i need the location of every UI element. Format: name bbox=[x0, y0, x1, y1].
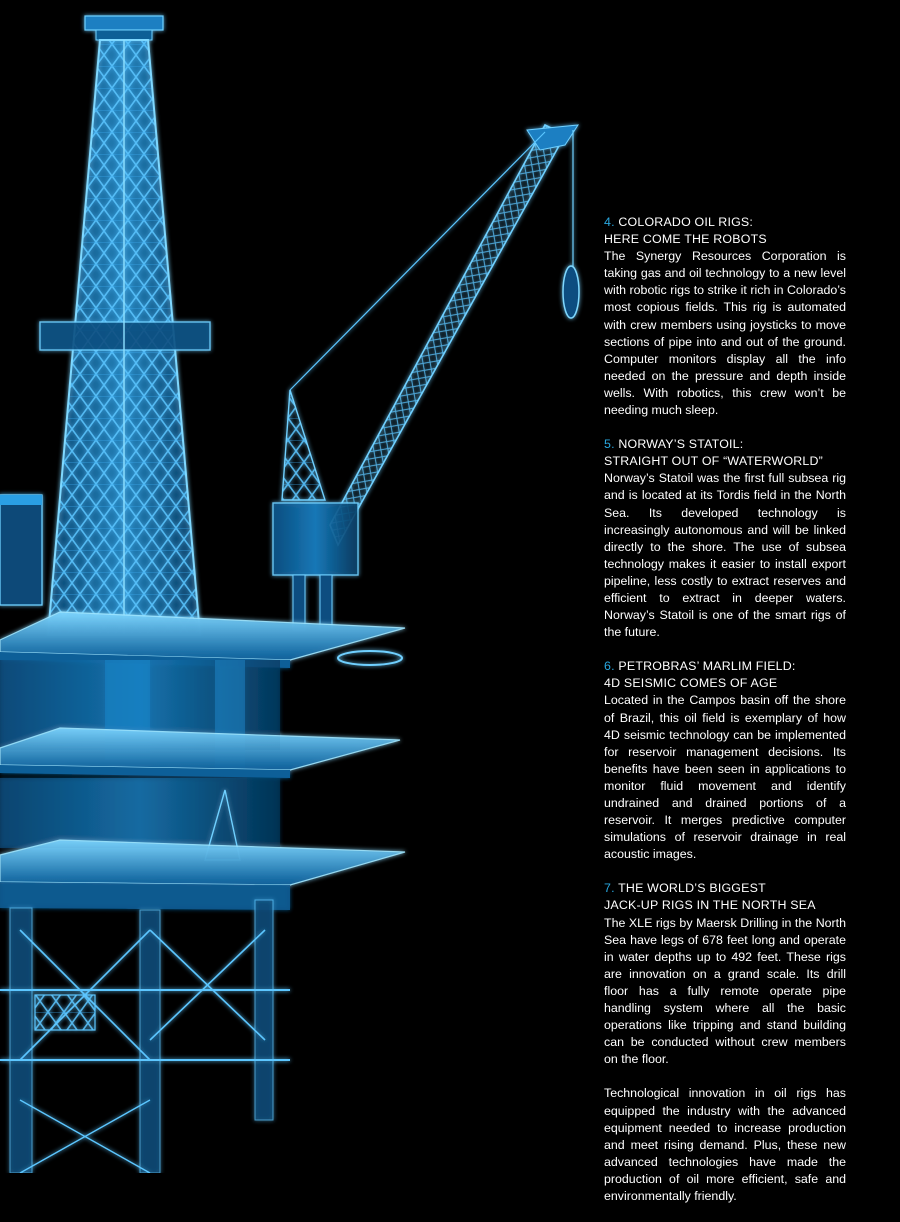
section-number: 6. bbox=[604, 659, 615, 674]
section-body: Norway’s Statoil was the first full subsea rig and is located at its Tordis field in the North Sea. Its developed technology is increasingly autonomous and will be linked directly to the shore. The use of subsea technology makes it easier to install export pipeline, less costly to extract reserves and efficient to extract in deeper waters. Norway’s Statoil is one of the smart rigs of the future. bbox=[604, 471, 846, 640]
section-heading bbox=[604, 436, 846, 453]
section-petrobras bbox=[604, 658, 846, 863]
derrick-tower bbox=[40, 16, 210, 635]
section-number: 7. bbox=[604, 881, 615, 896]
section-number: 4. bbox=[604, 215, 615, 229]
side-module bbox=[0, 495, 42, 605]
crane bbox=[273, 125, 579, 630]
section-title-line1: NORWAY’S STATOIL: bbox=[618, 437, 744, 452]
section-title-line1: THE WORLD’S BIGGEST bbox=[618, 881, 766, 896]
section-title-line2: 4D SEISMIC COMES OF AGE bbox=[604, 676, 778, 691]
section-heading bbox=[604, 880, 846, 897]
conclusion-paragraph: Technological innovation in oil rigs has equipped the industry with the advanced equipment needed to increase production and meet rising demand. Plus, these new advanced technologies have made the production of oil more efficient, safe and environmentally friendly. bbox=[604, 1086, 846, 1203]
section-body: The XLE rigs by Maersk Drilling in the North Sea have legs of 678 feet long and operate in water depths up to 492 feet. These rigs are innovation on a grand scale. Its drill floor has a fully remote operate pipe handling system where all the basic operations like tripping and stand building can be conducted without crew members on the floor. bbox=[604, 915, 846, 1067]
section-title-line1: PETROBRAS’ MARLIM FIELD: bbox=[618, 659, 796, 674]
section-body: Located in the Campos basin off the shore of Brazil, this oil field is exemplary of how 4D seismic technology can be implemented for reservoir management decisions. Its benefits have been seen in applications to monitor fluid movement and identify undrained and drained portions of a reservoir. It merges predictive computer simulations of reservoir drainage in real acoustic images. bbox=[604, 693, 846, 862]
platform-decks bbox=[0, 612, 405, 910]
section-jackup bbox=[604, 880, 846, 1068]
section-heading bbox=[604, 658, 846, 675]
section-body: The Synergy Resources Corporation is taking gas and oil technology to a new level with robotic rigs to strike it rich in Colorado’s most copious fields. This rig is automated with crew members using joysticks to move sections of pipe into and out of the ground. Computer monitors display all the info needed on the pressure and depth inside wells. With robotics, this crew won’t be needing much sleep. bbox=[604, 249, 846, 418]
section-title-line2: HERE COME THE ROBOTS bbox=[604, 232, 767, 247]
section-title-line2: JACK-UP RIGS IN THE NORTH SEA bbox=[604, 898, 816, 913]
section-title-line1: COLORADO OIL RIGS: bbox=[618, 215, 754, 229]
section-title-line2: STRAIGHT OUT OF “WATERWORLD” bbox=[604, 454, 823, 469]
section-statoil bbox=[604, 436, 846, 641]
article-text-column bbox=[604, 214, 846, 1222]
rig-legs bbox=[0, 900, 290, 1173]
section-colorado bbox=[604, 214, 846, 419]
section-heading bbox=[604, 214, 846, 231]
section-number: 5. bbox=[604, 437, 615, 452]
